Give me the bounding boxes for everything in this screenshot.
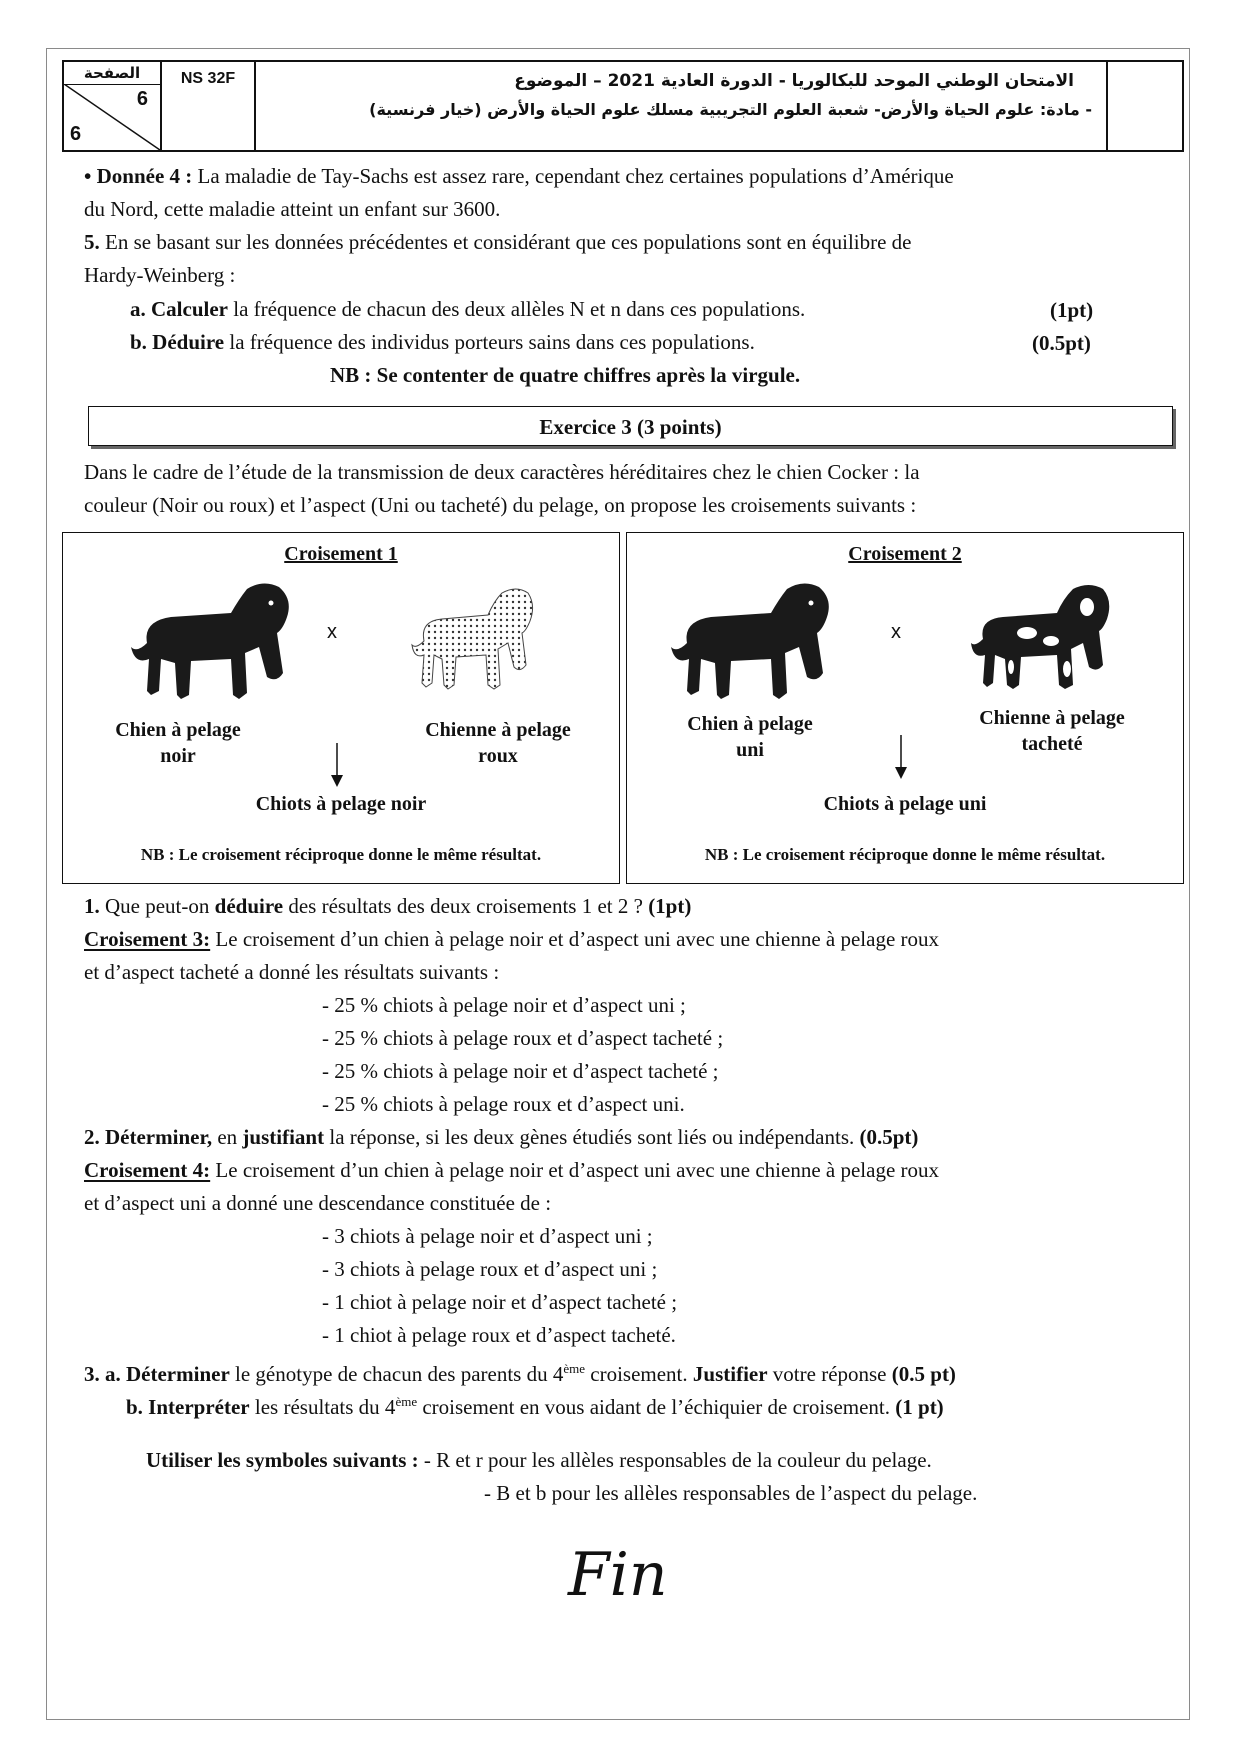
cross2-x: x <box>891 621 901 643</box>
cross4-results <box>322 1220 677 1352</box>
exercise3-title: Exercice 3 (3 points) <box>88 406 1173 446</box>
q1-keyword: déduire <box>214 894 284 918</box>
symbols-s2: - B et b pour les allèles responsables de l’aspect du pelage. <box>484 1481 978 1505</box>
cross2-title: Croisement 2 <box>848 543 962 565</box>
exam-header <box>62 60 1184 152</box>
cross1-black-male-dog-illustration <box>127 573 297 713</box>
symbols-label: Utiliser les symboles suivants : <box>146 1448 419 1472</box>
cross4-result: - 1 chiot à pelage roux et d’aspect tacheté. <box>322 1323 676 1347</box>
cross1-x: x <box>327 621 337 643</box>
cross1-nb: NB : Le croisement réciproque donne le même résultat. <box>140 845 542 864</box>
q5-text: En se basant sur les données précédentes et considérant que ces populations sont en équilibre de <box>99 230 912 254</box>
cross2-spotted-female-dog-illustration <box>967 577 1117 701</box>
cross4-result: - 3 chiots à pelage noir et d’aspect uni ; <box>322 1224 653 1248</box>
cross3-text1: Le croisement d’un chien à pelage noir et d’aspect uni avec une chienne à pelage roux <box>210 927 940 951</box>
q5a-label: a. Calculer <box>130 297 228 321</box>
cross1-female-l1: Chienne à pelage <box>425 719 571 741</box>
cross1-red-female-dog-illustration <box>408 581 538 701</box>
donnee4-line1 <box>84 160 954 193</box>
q3a-text1: le génotype de chacun des parents du 4 <box>229 1362 564 1386</box>
q3a-text2: croisement. <box>585 1362 693 1386</box>
cross1-box <box>62 532 620 884</box>
q3b-points: (1 pt) <box>895 1395 944 1419</box>
cross3-result: - 25 % chiots à pelage noir et d’aspect uni ; <box>322 993 686 1017</box>
cross2-solid-male-dog-illustration <box>667 573 837 713</box>
q5a <box>130 293 805 326</box>
cross1-offspring: Chiots à pelage noir <box>255 793 427 815</box>
cross1-female-caption <box>383 717 613 769</box>
cross2-male-caption <box>655 711 845 763</box>
q2-keyword: justifiant <box>242 1125 325 1149</box>
cross4-result: - 3 chiots à pelage roux et d’aspect uni ; <box>322 1257 658 1281</box>
cross1-male-l1: Chien à pelage <box>115 719 241 741</box>
donnee4-text: La maladie de Tay-Sachs est assez rare, cependant chez certaines populations d’Amérique <box>192 164 954 188</box>
q3a-label: 3. a. Déterminer <box>84 1362 230 1386</box>
cross3-line2: et d’aspect tacheté a donné les résultats suivants : <box>84 960 500 984</box>
q3a-points: (0.5 pt) <box>891 1362 956 1386</box>
q1-number: 1. <box>84 894 100 918</box>
q3b-sup: ème <box>395 1394 418 1409</box>
cross3-results <box>322 989 723 1121</box>
cross2-arrow <box>891 735 911 779</box>
cross4-line1 <box>84 1154 939 1187</box>
cross2-female-l2: tacheté <box>1021 733 1083 755</box>
q1 <box>84 890 691 923</box>
q5b-points: (0.5pt) <box>1032 331 1091 355</box>
cross4-text1: Le croisement d’un chien à pelage noir et d’aspect uni avec une chienne à pelage roux <box>210 1158 940 1182</box>
exam-title-line2: - مادة: علوم الحياة والأرض- شعبة العلوم التجريبية مسلك علوم الحياة والأرض (خيار فرنسية) <box>369 100 1092 119</box>
q1-mid: Que peut-on <box>99 894 215 918</box>
header-blank-cell <box>1108 62 1182 150</box>
exercise3-intro-line1: Dans le cadre de l’étude de la transmission de deux caractères héréditaires chez le chien Cocker : la <box>84 460 920 484</box>
q5-line2: Hardy-Weinberg : <box>84 263 236 287</box>
cross2-box <box>626 532 1184 884</box>
cross1-female-l2: roux <box>478 745 518 767</box>
cross3-line1 <box>84 923 939 956</box>
cross2-male-l2: uni <box>736 739 764 761</box>
cross3-result: - 25 % chiots à pelage roux et d’aspect uni. <box>322 1092 685 1116</box>
cross3-result: - 25 % chiots à pelage roux et d’aspect tacheté ; <box>322 1026 724 1050</box>
q5b-text: la fréquence des individus porteurs sains dans ces populations. <box>224 330 755 354</box>
q5-line1 <box>84 226 912 259</box>
q2-post: la réponse, si les deux gènes étudiés sont liés ou indépendants. <box>324 1125 860 1149</box>
q5b <box>130 326 755 359</box>
q3a-sup: ème <box>563 1361 585 1376</box>
q5-nb: NB : Se contenter de quatre chiffres après la virgule. <box>330 363 801 387</box>
q2-label: 2. Déterminer, <box>84 1125 213 1149</box>
cross4-label: Croisement 4: <box>84 1158 211 1182</box>
q3b-text1: les résultats du 4 <box>249 1395 396 1419</box>
cross2-offspring: Chiots à pelage uni <box>823 793 987 815</box>
q5a-points: (1pt) <box>1050 298 1094 322</box>
page-number-box <box>64 62 162 150</box>
q3a-keyword: Justifier <box>692 1362 768 1386</box>
cross3-result: - 25 % chiots à pelage noir et d’aspect tacheté ; <box>322 1059 719 1083</box>
q2-mid: en <box>212 1125 243 1149</box>
cross2-female-caption <box>937 705 1167 757</box>
page-label: الصفحة <box>64 64 160 85</box>
q3b-label: b. Interpréter <box>126 1395 250 1419</box>
q2-points: (0.5pt) <box>859 1125 919 1149</box>
cross3-label: Croisement 3: <box>84 927 211 951</box>
cross2-nb: NB : Le croisement réciproque donne le même résultat. <box>704 845 1106 864</box>
q5-number: 5. <box>84 230 100 254</box>
q2 <box>84 1121 918 1154</box>
cross4-line2: et d’aspect uni a donné une descendance constituée de : <box>84 1191 552 1215</box>
page-total: 6 <box>70 123 82 145</box>
cross2-male-l1: Chien à pelage <box>687 713 813 735</box>
fin-text: Fin <box>568 1540 668 1610</box>
page-number: 6 <box>136 88 148 110</box>
q3b-text2: croisement en vous aidant de l’échiquier de croisement. <box>417 1395 896 1419</box>
cross4-result: - 1 chiot à pelage noir et d’aspect tacheté ; <box>322 1290 678 1314</box>
q1-post: des résultats des deux croisements 1 et 2 ? <box>283 894 649 918</box>
q1-points: (1pt) <box>648 894 692 918</box>
cross1-male-caption <box>83 717 273 769</box>
q3b <box>126 1385 944 1424</box>
cross1-male-l2: noir <box>160 745 196 767</box>
q5a-text: la fréquence de chacun des deux allèles N et n dans ces populations. <box>227 297 806 321</box>
q3a-text3: votre réponse <box>767 1362 892 1386</box>
exam-code: NS 32F <box>162 62 256 150</box>
symbols-line1 <box>146 1444 932 1477</box>
exam-title-line1: الامتحان الوطني الموحد للبكالوريا - الدورة العادية 2021 – الموضوع <box>514 71 1074 91</box>
cross1-arrow <box>327 743 347 787</box>
cross1-title: Croisement 1 <box>284 543 398 565</box>
exam-title <box>256 62 1108 150</box>
donnee4-label: • Donnée 4 : <box>84 164 193 188</box>
symbols-s1: - R et r pour les allèles responsables de la couleur du pelage. <box>418 1448 932 1472</box>
exercise3-intro-line2: couleur (Noir ou roux) et l’aspect (Uni ou tacheté) du pelage, on propose les croisements suivants : <box>84 493 917 517</box>
donnee4-line2: du Nord, cette maladie atteint un enfant sur 3600. <box>84 197 501 221</box>
q5b-label: b. Déduire <box>130 330 225 354</box>
cross2-female-l1: Chienne à pelage <box>979 707 1125 729</box>
